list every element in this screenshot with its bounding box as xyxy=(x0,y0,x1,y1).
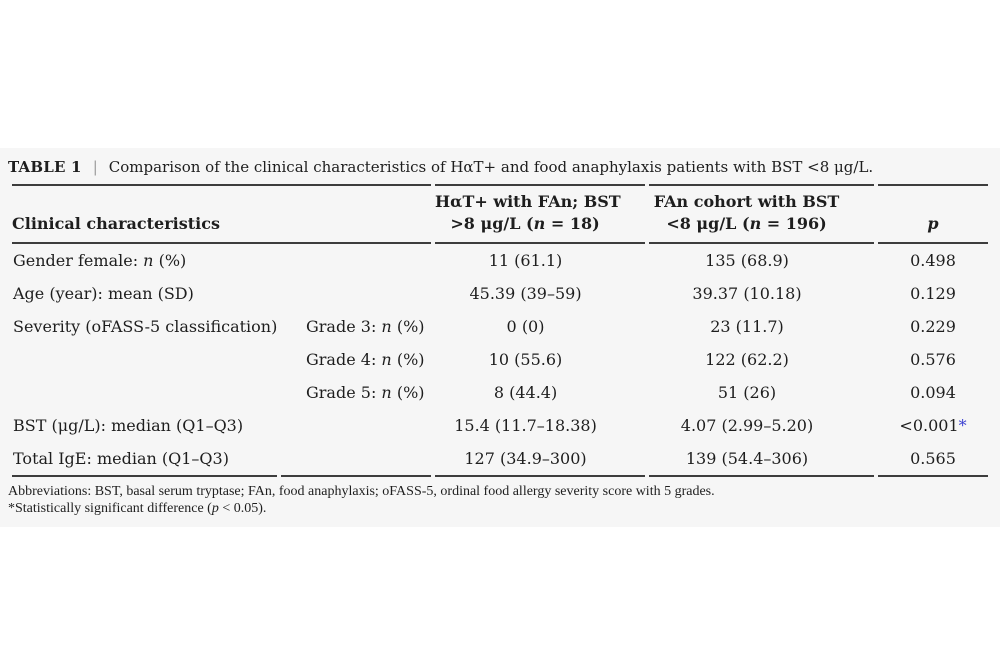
text-run: 4.07 (2.99–5.20) xyxy=(680,416,814,435)
table-caption xyxy=(8,148,992,184)
text-run: p xyxy=(211,501,219,516)
cell-grade-label xyxy=(281,277,431,310)
cell-characteristic xyxy=(12,244,277,277)
text-run: BST (μg/L): median (Q1–Q3) xyxy=(13,416,244,435)
cell-fan-cohort-value xyxy=(649,376,874,409)
cell-fan-cohort-value xyxy=(649,244,874,277)
text-run: n xyxy=(533,214,546,233)
cell-p-value xyxy=(878,277,988,310)
header-line: FAn cohort with BST xyxy=(653,192,840,211)
text-run: Total IgE: median (Q1–Q3) xyxy=(13,449,229,468)
text-run: Age (year): mean (SD) xyxy=(13,284,194,303)
header-line xyxy=(435,213,615,235)
cell-grade-label xyxy=(281,310,431,343)
text-run: >8 μg/L ( xyxy=(450,214,534,233)
text-run: 122 (62.2) xyxy=(705,350,789,369)
cell-p-value xyxy=(878,376,988,409)
text-run: 11 (61.1) xyxy=(488,251,563,270)
cell-p-value xyxy=(878,442,988,477)
caption-text: Comparison of the clinical characteristics of HαT+ and food anaphylaxis patients with BST <8 μg/L. xyxy=(108,158,874,176)
cell-fan-cohort-value xyxy=(649,442,874,477)
cell-p-value xyxy=(878,343,988,376)
text-run: 8 (44.4) xyxy=(493,383,558,402)
text-run: Grade 3: xyxy=(306,317,382,336)
table-row xyxy=(12,442,988,477)
text-run: n xyxy=(381,383,392,402)
text-run: 51 (26) xyxy=(717,383,777,402)
text-run: 15.4 (11.7–18.38) xyxy=(454,416,597,435)
text-run: 0 (0) xyxy=(506,317,545,336)
table-row xyxy=(12,244,988,277)
text-run: 0.576 xyxy=(910,350,956,369)
text-run: 10 (55.6) xyxy=(488,350,563,369)
text-run: 0.565 xyxy=(910,449,956,468)
header-line: HαT+ with FAn; BST xyxy=(435,192,621,211)
text-run: 0.094 xyxy=(910,383,956,402)
cell-grade-label xyxy=(281,409,431,442)
text-run: 0.498 xyxy=(910,251,956,270)
cell-hat-fan-value xyxy=(435,277,645,310)
cell-characteristic xyxy=(12,277,277,310)
table-row xyxy=(12,277,988,310)
text-run: < 0.05). xyxy=(218,501,267,516)
cell-grade-label xyxy=(281,343,431,376)
text-run: (%) xyxy=(153,251,187,270)
cell-grade-label xyxy=(281,376,431,409)
text-run: *Statistically significant difference ( xyxy=(8,501,212,516)
text-run: = 18) xyxy=(545,214,600,233)
table-figure xyxy=(0,148,1000,527)
text-run: 127 (34.9–300) xyxy=(464,449,587,468)
text-run: = 196) xyxy=(761,214,827,233)
text-run: 23 (11.7) xyxy=(710,317,784,336)
cell-p-value xyxy=(878,244,988,277)
header-hat-fan-cohort xyxy=(435,184,645,244)
text-run: (%) xyxy=(391,350,425,369)
footnote-significance xyxy=(8,500,992,517)
text-run: 0.129 xyxy=(910,284,956,303)
table-number-label: TABLE 1 xyxy=(8,158,82,176)
footnotes xyxy=(8,477,992,517)
text-run: 135 (68.9) xyxy=(705,251,789,270)
cell-hat-fan-value xyxy=(435,244,645,277)
cell-characteristic xyxy=(12,409,277,442)
cell-hat-fan-value xyxy=(435,343,645,376)
text-run: <8 μg/L ( xyxy=(666,214,750,233)
cell-fan-cohort-value xyxy=(649,310,874,343)
text-run: n xyxy=(381,317,392,336)
cell-p-value xyxy=(878,409,988,442)
cell-fan-cohort-value xyxy=(649,277,874,310)
text-run: n xyxy=(749,214,762,233)
cell-characteristic xyxy=(12,310,277,343)
cell-p-value xyxy=(878,310,988,343)
cell-characteristic xyxy=(12,376,277,409)
cell-hat-fan-value xyxy=(435,376,645,409)
cell-grade-label xyxy=(281,244,431,277)
table-row xyxy=(12,343,988,376)
text-run: 139 (54.4–306) xyxy=(685,449,809,468)
cell-hat-fan-value xyxy=(435,409,645,442)
text-run: (%) xyxy=(391,383,425,402)
text-run: n xyxy=(143,251,154,270)
header-p-value: p xyxy=(878,184,988,244)
cell-characteristic xyxy=(12,442,277,477)
significance-asterisk: * xyxy=(958,416,967,435)
text-run: 0.229 xyxy=(910,317,956,336)
text-run: (%) xyxy=(391,317,425,336)
header-line xyxy=(649,213,844,235)
text-run: Grade 4: xyxy=(306,350,382,369)
text-run: n xyxy=(381,350,392,369)
cell-hat-fan-value xyxy=(435,442,645,477)
footnote-abbreviations xyxy=(8,483,992,500)
table-row xyxy=(12,310,988,343)
cell-grade-label xyxy=(281,442,431,477)
cell-fan-cohort-value xyxy=(649,343,874,376)
table-row xyxy=(12,409,988,442)
cell-hat-fan-value xyxy=(435,310,645,343)
text-run: Gender female: xyxy=(13,251,144,270)
text-run: Grade 5: xyxy=(306,383,382,402)
text-run: Abbreviations: BST, basal serum tryptase; FAn, food anaphylaxis; oFASS-5, ordinal food allergy severity score with 5 grades. xyxy=(8,484,715,499)
text-run: <0.001 xyxy=(899,416,959,435)
table-row xyxy=(12,376,988,409)
caption-separator: | xyxy=(92,158,98,176)
header-clinical-characteristics: Clinical characteristics xyxy=(12,184,431,244)
cell-fan-cohort-value xyxy=(649,409,874,442)
cell-characteristic xyxy=(12,343,277,376)
text-run: 45.39 (39–59) xyxy=(469,284,582,303)
header-fan-cohort xyxy=(649,184,874,244)
header-row xyxy=(12,184,988,244)
clinical-characteristics-table xyxy=(8,184,992,477)
text-run: Severity (oFASS-5 classification) xyxy=(13,317,278,336)
text-run: 39.37 (10.18) xyxy=(692,284,802,303)
